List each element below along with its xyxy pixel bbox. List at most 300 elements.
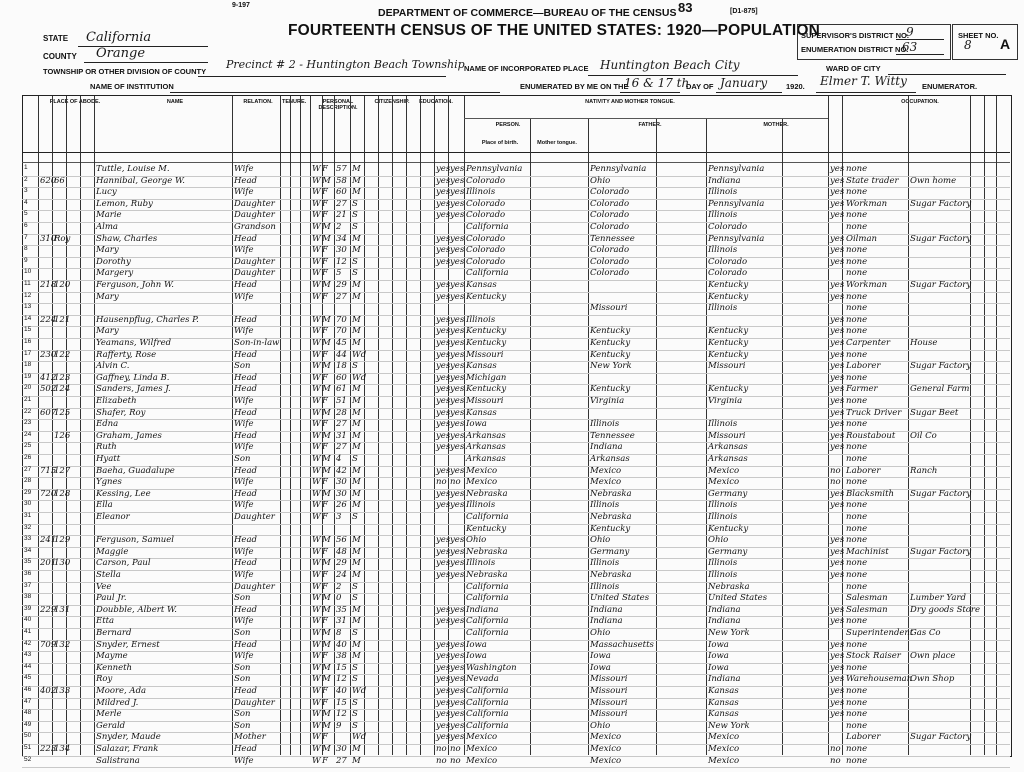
cell-age: 30 xyxy=(336,744,347,754)
cell-age: 38 xyxy=(336,651,347,662)
cell-sex: M xyxy=(322,558,331,569)
cell-occ: Workman xyxy=(846,280,888,290)
cell-eng: yes xyxy=(830,361,845,372)
cell-n: 1 xyxy=(24,164,28,171)
cell-fpob: Nebraska xyxy=(590,488,632,499)
cell-house: 218 xyxy=(40,280,57,290)
cell-ms: M xyxy=(352,651,361,662)
cell-pob: Illinois xyxy=(466,558,496,569)
cell-sex: F xyxy=(322,349,328,360)
cell-race: W xyxy=(312,245,321,256)
cell-eng: yes xyxy=(830,686,845,696)
cell-mpob: Germany xyxy=(708,546,748,557)
cell-occ: none xyxy=(846,744,868,754)
cell-mpob: Illinois xyxy=(708,570,738,580)
supervisor-label: SUPERVISOR'S DISTRICT NO. xyxy=(801,31,909,40)
cell-name: Graham, James xyxy=(96,430,162,441)
cell-occ: none xyxy=(846,245,868,256)
cell-race: W xyxy=(312,720,321,731)
cell-rel: Head xyxy=(234,349,257,360)
form-code: [D1-875] xyxy=(730,8,758,15)
cell-race: W xyxy=(312,384,321,395)
cell-rel: Head xyxy=(234,488,257,499)
cell-rel: Head xyxy=(234,372,257,383)
cell-race: W xyxy=(312,465,321,476)
cell-ms: M xyxy=(352,280,361,290)
cell-write: yes xyxy=(450,488,465,499)
cell-ms: S xyxy=(352,512,358,522)
cell-rel: Wife xyxy=(234,419,254,430)
cell-name: Tuttle, Louise M. xyxy=(96,164,170,174)
cell-ind: Gas Co xyxy=(910,628,941,638)
tongue-subheader: Mother tongue. xyxy=(537,140,577,146)
cell-occ: none xyxy=(846,326,868,337)
cell-eng: no xyxy=(830,744,841,754)
cell-race: W xyxy=(312,477,321,488)
cell-n: 25 xyxy=(24,442,32,450)
cell-write: yes xyxy=(450,361,465,372)
cell-rel: Wife xyxy=(234,442,254,453)
cell-read: yes xyxy=(436,697,451,708)
cell-eng: yes xyxy=(830,291,845,302)
cell-mpob: Arkansas xyxy=(708,442,748,453)
cell-read: yes xyxy=(436,164,451,174)
cell-race: W xyxy=(312,256,321,267)
cell-write: yes xyxy=(450,256,465,267)
cell-race: W xyxy=(312,662,321,673)
cell-fam: 134 xyxy=(54,744,71,754)
cell-age: 60 xyxy=(336,372,347,383)
cell-sex: F xyxy=(322,500,328,511)
sheet-letter: A xyxy=(1000,36,1011,52)
cell-occ: Laborer xyxy=(846,465,881,476)
cell-occ: none xyxy=(846,616,868,627)
cell-read: yes xyxy=(436,326,451,337)
cell-fpob: Tennessee xyxy=(590,233,635,244)
cell-eng: no xyxy=(830,477,841,488)
cell-pob: Colorado xyxy=(466,233,506,244)
cell-occ: Blacksmith xyxy=(846,488,894,499)
cell-rel: Wife xyxy=(234,616,254,627)
cell-age: 28 xyxy=(336,407,347,418)
cell-ms: S xyxy=(352,709,358,720)
page-title: FOURTEENTH CENSUS OF THE UNITED STATES: 1920—POPULATION xyxy=(288,22,821,39)
cell-fpob: Colorado xyxy=(590,256,630,267)
cell-ind: Ranch xyxy=(910,465,938,476)
cell-race: W xyxy=(312,268,321,279)
cell-occ: Warehouseman xyxy=(846,674,913,685)
cell-occ: none xyxy=(846,720,868,731)
cell-sex: F xyxy=(322,697,328,708)
state-value: California xyxy=(86,30,152,45)
cell-mpob: Kansas xyxy=(708,697,739,708)
cell-pob: California xyxy=(466,268,509,279)
cell-n: 8 xyxy=(24,245,28,253)
cell-mpob: Mexico xyxy=(708,755,740,766)
cell-occ: none xyxy=(846,697,868,708)
cell-rel: Wife xyxy=(234,326,254,337)
cell-name: Mildred J. xyxy=(96,697,139,708)
cell-race: W xyxy=(312,361,321,372)
cell-read: yes xyxy=(436,604,451,615)
cell-sex: M xyxy=(322,430,331,441)
cell-race: W xyxy=(312,512,321,522)
cell-sex: M xyxy=(322,662,331,673)
cell-eng: yes xyxy=(830,210,845,221)
cell-read: yes xyxy=(436,686,451,696)
cell-sex: M xyxy=(322,488,331,499)
cell-fpob: Tennessee xyxy=(590,430,635,441)
cell-pob: Mexico xyxy=(466,465,498,476)
cell-mpob: Iowa xyxy=(708,651,729,662)
cell-eng: no xyxy=(830,465,841,476)
cell-eng: yes xyxy=(830,164,845,174)
cell-race: W xyxy=(312,407,321,418)
cell-occ: Laborer xyxy=(846,732,881,743)
cell-ms: M xyxy=(352,291,361,302)
cell-pob: Kansas xyxy=(466,407,497,418)
cell-n: 12 xyxy=(24,291,32,299)
cell-write: yes xyxy=(450,372,465,383)
cell-fpob: Kentucky xyxy=(590,326,631,337)
cell-n: 44 xyxy=(24,662,32,670)
cell-ms: M xyxy=(352,164,361,174)
cell-ms: S xyxy=(352,222,358,232)
cell-eng: yes xyxy=(830,535,845,546)
cell-n: 3 xyxy=(24,187,28,195)
cell-name: Maggie xyxy=(96,546,129,557)
cell-fpob: Missouri xyxy=(590,697,628,708)
form-number: 9-197 xyxy=(232,2,250,9)
cell-mpob: United States xyxy=(708,593,768,604)
cell-rel: Wife xyxy=(234,187,254,198)
cell-n: 42 xyxy=(24,639,32,647)
cell-read: yes xyxy=(436,616,451,627)
cell-pob: Missouri xyxy=(466,396,504,406)
cell-race: W xyxy=(312,488,321,499)
cell-name: Paul Jr. xyxy=(96,593,127,604)
cell-race: W xyxy=(312,233,321,244)
cell-rel: Wife xyxy=(234,396,254,406)
cell-pob: Mexico xyxy=(466,732,498,743)
cell-occ: none xyxy=(846,500,868,511)
cell-write: yes xyxy=(450,558,465,569)
cell-eng: yes xyxy=(830,662,845,673)
cell-mpob: Germany xyxy=(708,488,748,499)
cell-ms: M xyxy=(352,604,361,615)
cell-ms: S xyxy=(352,593,358,604)
cell-pob: Colorado xyxy=(466,198,506,209)
cell-mpob: Arkansas xyxy=(708,454,748,464)
cell-read: yes xyxy=(436,500,451,511)
cell-ms: M xyxy=(352,245,361,256)
cell-age: 9 xyxy=(336,720,342,731)
cell-ms: M xyxy=(352,570,361,580)
year-label: 1920. xyxy=(786,82,805,91)
cell-n: 13 xyxy=(24,303,32,311)
cell-pob: California xyxy=(466,581,509,592)
cell-mpob: Kentucky xyxy=(708,349,749,360)
township-label: TOWNSHIP OR OTHER DIVISION OF COUNTY xyxy=(43,67,207,76)
cell-pob: Arkansas xyxy=(466,442,506,453)
cell-name: Margery xyxy=(96,268,134,279)
cell-occ: none xyxy=(846,419,868,430)
cell-sex: M xyxy=(322,233,331,244)
cell-ms: M xyxy=(352,465,361,476)
cell-rel: Wife xyxy=(234,651,254,662)
cell-age: 70 xyxy=(336,314,347,325)
cell-age: 27 xyxy=(336,755,347,766)
cell-write: yes xyxy=(450,616,465,627)
cell-age: 70 xyxy=(336,326,347,337)
cell-fpob: Missouri xyxy=(590,303,628,314)
cell-name: Gaffney, Linda B. xyxy=(96,372,170,383)
cell-sex: M xyxy=(322,593,331,604)
cell-pob: Iowa xyxy=(466,639,487,650)
cell-read: yes xyxy=(436,639,451,650)
cell-ms: M xyxy=(352,639,361,650)
cell-pob: California xyxy=(466,222,509,232)
cell-ind: Sugar Factory xyxy=(910,732,972,743)
cell-mpob: Colorado xyxy=(708,222,748,232)
cell-race: W xyxy=(312,454,321,464)
cell-sex: M xyxy=(322,465,331,476)
cell-ms: M xyxy=(352,744,361,754)
cell-write: yes xyxy=(450,326,465,337)
cell-fpob: Ohio xyxy=(590,720,611,731)
cell-occ: none xyxy=(846,454,868,464)
cell-fam: 122 xyxy=(54,349,71,360)
cell-name: Snyder, Ernest xyxy=(96,639,160,650)
cell-occ: none xyxy=(846,210,868,221)
cell-name: Alvin C. xyxy=(96,361,130,372)
cell-name: Mary xyxy=(96,326,119,337)
cell-age: 15 xyxy=(336,662,347,673)
cell-fpob: Nebraska xyxy=(590,512,632,522)
cell-ms: Wd xyxy=(352,349,367,360)
cell-name: Moore, Ada xyxy=(96,686,147,696)
cell-ms: M xyxy=(352,384,361,395)
cell-fam: 130 xyxy=(54,558,71,569)
day-of-label: DAY OF xyxy=(686,82,714,91)
cell-n: 47 xyxy=(24,697,32,705)
name-header: NAME xyxy=(166,99,184,105)
cell-age: 21 xyxy=(336,210,347,221)
cell-mpob: Pennsylvania xyxy=(708,164,765,174)
cell-sex: F xyxy=(322,187,328,198)
cell-read: yes xyxy=(436,407,451,418)
cell-rel: Head xyxy=(234,535,257,546)
cell-house: 607 xyxy=(40,407,57,418)
cell-age: 44 xyxy=(336,349,347,360)
cell-ms: S xyxy=(352,198,358,209)
cell-name: Mary xyxy=(96,291,119,302)
cell-rel: Head xyxy=(234,465,257,476)
cell-race: W xyxy=(312,187,321,198)
cell-occ: none xyxy=(846,512,868,522)
cell-pob: Missouri xyxy=(466,349,504,360)
cell-name: Snyder, Maude xyxy=(96,732,161,743)
cell-sex: M xyxy=(322,175,331,186)
cell-write: yes xyxy=(450,384,465,395)
cell-rel: Daughter xyxy=(234,581,275,592)
cell-mpob: Colorado xyxy=(708,268,748,279)
cell-occ: none xyxy=(846,164,868,174)
cell-pob: Nebraska xyxy=(466,546,508,557)
cell-fam: 127 xyxy=(54,465,71,476)
cell-name: Kessing, Lee xyxy=(96,488,151,499)
cell-name: Merle xyxy=(96,709,122,720)
cell-ind: Sugar Factory xyxy=(910,233,972,244)
cell-fpob: Colorado xyxy=(590,210,630,221)
cell-mpob: Kansas xyxy=(708,686,739,696)
cell-fpob: Indiana xyxy=(590,604,623,615)
cell-age: 56 xyxy=(336,535,347,546)
cell-occ: none xyxy=(846,349,868,360)
cell-race: W xyxy=(312,198,321,209)
cell-sex: M xyxy=(322,384,331,395)
cell-pob: Arkansas xyxy=(466,430,506,441)
cell-n: 41 xyxy=(24,628,32,635)
cell-sex: M xyxy=(322,744,331,754)
cell-sex: M xyxy=(322,720,331,731)
cell-race: W xyxy=(312,628,321,638)
cell-ms: S xyxy=(352,720,358,731)
cell-rel: Son xyxy=(234,720,251,731)
township-value: Precinct # 2 - Huntington Beach Township xyxy=(226,58,465,71)
cell-name: Salistrana xyxy=(96,755,140,766)
cell-write: yes xyxy=(450,604,465,615)
cell-ms: M xyxy=(352,396,361,406)
cell-rel: Wife xyxy=(234,570,254,580)
cell-occ: Workman xyxy=(846,198,888,209)
cell-n: 32 xyxy=(24,523,32,531)
cell-name: Lemon, Ruby xyxy=(96,198,153,209)
cell-eng: yes xyxy=(830,326,845,337)
cell-name: Sanders, James J. xyxy=(96,384,171,395)
cell-name: Kenneth xyxy=(96,662,133,673)
cell-age: 40 xyxy=(336,686,347,696)
cell-race: W xyxy=(312,419,321,430)
pob-subheader: Place of birth. xyxy=(481,140,519,146)
cell-fpob: Kentucky xyxy=(590,349,631,360)
cell-mpob: Missouri xyxy=(708,430,746,441)
cell-occ: none xyxy=(846,581,868,592)
cell-eng: yes xyxy=(830,674,845,685)
cell-age: 34 xyxy=(336,233,347,244)
cell-age: 40 xyxy=(336,639,347,650)
cell-eng: yes xyxy=(830,616,845,627)
cell-name: Ferguson, Samuel xyxy=(96,535,174,546)
cell-n: 19 xyxy=(24,372,32,380)
cell-eng: yes xyxy=(830,372,845,383)
cell-fpob: Pennsylvania xyxy=(590,164,647,174)
cell-race: W xyxy=(312,500,321,511)
cell-rel: Son xyxy=(234,709,251,720)
cell-n: 5 xyxy=(24,210,28,218)
cell-eng: yes xyxy=(830,338,845,348)
cell-eng: yes xyxy=(830,314,845,325)
cell-n: 39 xyxy=(24,604,32,612)
cell-fpob: Massachusetts xyxy=(590,639,654,650)
cell-house: 241 xyxy=(40,535,57,546)
cell-pob: Illinois xyxy=(466,314,496,325)
cell-mpob: Mexico xyxy=(708,465,740,476)
cell-rel: Son xyxy=(234,628,251,638)
cell-age: 30 xyxy=(336,245,347,256)
cell-mpob: Indiana xyxy=(708,175,741,186)
cell-mpob: Illinois xyxy=(708,419,738,430)
cell-house: 715 xyxy=(40,465,57,476)
cell-mpob: Pennsylvania xyxy=(708,198,765,209)
cell-name: Edna xyxy=(96,419,119,430)
cell-read: yes xyxy=(436,233,451,244)
cell-rel: Son xyxy=(234,662,251,673)
cell-name: Dorothy xyxy=(96,256,131,267)
cell-sex: F xyxy=(322,616,328,627)
cell-sex: M xyxy=(322,314,331,325)
cell-ms: S xyxy=(352,268,358,279)
cell-fpob: Illinois xyxy=(590,581,620,592)
cell-ind: House xyxy=(910,338,938,348)
cell-occ: State trader xyxy=(846,175,899,186)
cell-name: Rafferty, Rose xyxy=(96,349,157,360)
cell-write: yes xyxy=(450,338,465,348)
cell-write: no xyxy=(450,744,461,754)
cell-pob: Kentucky xyxy=(466,326,507,337)
cell-write: yes xyxy=(450,662,465,673)
cell-eng: yes xyxy=(830,256,845,267)
cell-race: W xyxy=(312,546,321,557)
cell-occ: none xyxy=(846,558,868,569)
cell-race: W xyxy=(312,222,321,232)
cell-rel: Daughter xyxy=(234,697,275,708)
cell-read: yes xyxy=(436,372,451,383)
cell-sex: F xyxy=(322,581,328,592)
cell-eng: yes xyxy=(830,709,845,720)
cell-fam: 125 xyxy=(54,407,71,418)
cell-occ: Oilman xyxy=(846,233,878,244)
cell-age: 27 xyxy=(336,198,347,209)
cell-sex: F xyxy=(322,291,328,302)
cell-mpob: New York xyxy=(708,720,750,731)
table-row xyxy=(22,755,1010,769)
cell-pob: California xyxy=(466,616,509,627)
cell-sex: F xyxy=(322,755,328,766)
cell-fpob: Mexico xyxy=(590,732,622,743)
cell-n: 4 xyxy=(24,198,28,206)
cell-mpob: Illinois xyxy=(708,187,738,198)
cell-n: 21 xyxy=(24,396,32,403)
cell-sex: F xyxy=(322,164,328,174)
cell-pob: Kentucky xyxy=(466,384,507,395)
cell-read: yes xyxy=(436,651,451,662)
cell-write: yes xyxy=(450,709,465,720)
cell-eng: yes xyxy=(830,604,845,615)
cell-mpob: Illinois xyxy=(708,210,738,221)
cell-fpob: Indiana xyxy=(590,442,623,453)
enumerator-label: ENUMERATOR. xyxy=(922,82,978,91)
cell-write: yes xyxy=(450,465,465,476)
cell-rel: Daughter xyxy=(234,512,275,522)
cell-mpob: Colorado xyxy=(708,256,748,267)
cell-pob: Colorado xyxy=(466,245,506,256)
cell-write: yes xyxy=(450,430,465,441)
cell-race: W xyxy=(312,674,321,685)
cell-n: 48 xyxy=(24,709,32,717)
cell-race: W xyxy=(312,291,321,302)
cell-age: 12 xyxy=(336,256,347,267)
